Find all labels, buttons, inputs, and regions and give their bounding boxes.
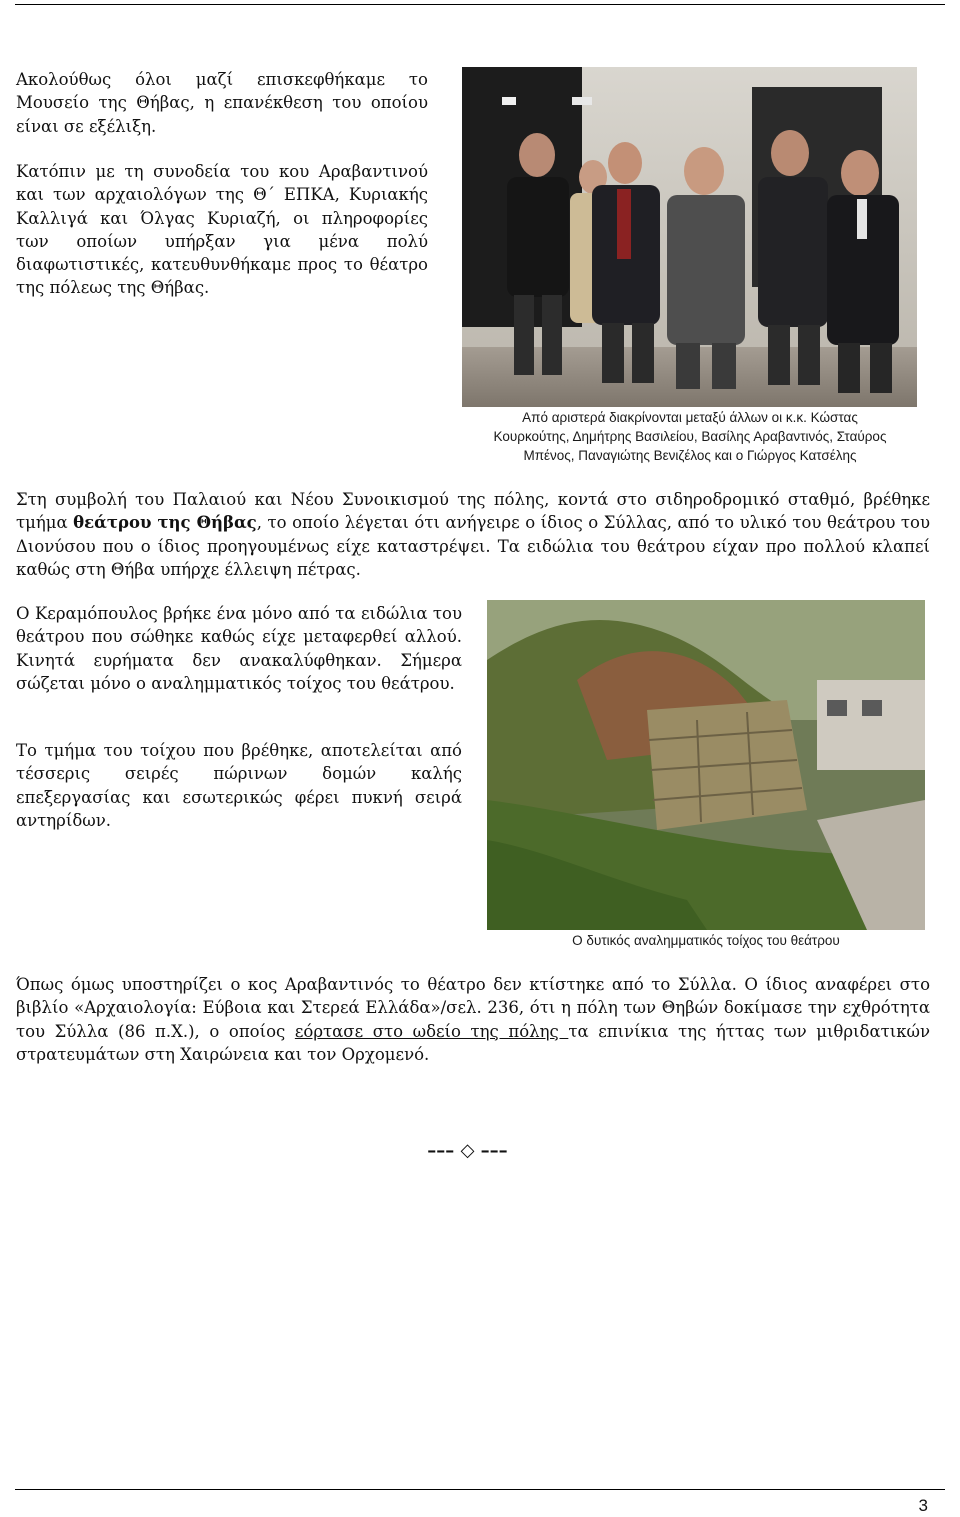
odeon-underlined-text: εόρτασε στο ωδείο της πόλης	[294, 1021, 569, 1041]
wall-photo-image	[487, 600, 925, 930]
theatre-name-bold: θεάτρου της Θήβας	[73, 513, 257, 533]
closing-paragraph-start: Όπως όμως υποστηρίζει ο κος Αραβαντινός το θέατρο δεν κτίστηκε από το Σύλλα. Ο ίδιος αναφέρει στο βιβλίο «Αρχαιολογία: Εύβοια και Στερεά Ελλάδα»/σελ. 236, ότι η πόλη των Θηβών δοκίμασε την εχθρότητα του Σύλλα (86 π.Χ.), ο οποίος	[16, 975, 930, 1041]
group-photo-caption	[440, 408, 940, 465]
closing-paragraph-end: τα επινίκια της ήττας των μιθριδατικών στρατευμάτων στη Χαιρώνεια και τον Ορχομενό.	[16, 1021, 930, 1064]
wall-photo	[487, 600, 925, 930]
wall-photo-caption: Ο δυτικός αναλημματικός τοίχος του θεάτρου	[572, 933, 840, 948]
caption-line-3: Μπένος, Παναγιώτης Βενιζέλος και ο Γιώργος Κατσέλης	[523, 448, 857, 463]
wall-paragraph: Το τμήμα του τοίχου που βρέθηκε, αποτελείται από τέσσερις σειρές πώρινων δομών καλής επεξεργασίας και εσωτερικώς φέρει πυκνή σειρά αντηρίδων.	[16, 741, 462, 830]
group-photo-image	[462, 67, 917, 407]
closing-paragraph	[16, 973, 930, 1066]
page-number: 3	[918, 1496, 928, 1515]
caption-line-1: Από αριστερά διακρίνονται μεταξύ άλλων οι κ.κ. Κώστας	[522, 410, 858, 425]
bottom-rule	[15, 1489, 945, 1490]
theatre-paragraph	[16, 488, 930, 581]
intro-paragraph: Ακολούθως όλοι μαζί επισκεφθήκαμε το Μουσείο της Θήβας, η επανέκθεση του οποίου είναι σε εξέλιξη.	[16, 70, 428, 136]
theatre-paragraph-start: Στη συμβολή του Παλαιού και Νέου Συνοικισμού της πόλης, κοντά στο σιδηροδρομικό σταθμό, βρέθηκε τμήμα	[16, 490, 930, 533]
section-separator: ––– ◇ –––	[427, 1140, 508, 1161]
caption-line-2: Κουρκούτης, Δημήτρης Βασιλείου, Βασίλης Αραβαντινός, Σταύρος	[493, 429, 887, 444]
second-paragraph: Κατόπιν με τη συνοδεία του κου Αραβαντινού και των αρχαιολόγων της Θ΄ ΕΠΚΑ, Κυριακής Καλλιγά και Όλγας Κυριαζή, οι πληροφορίες των οποίων υπήρξαν για μένα πολύ διαφωτιστικές, κατευθυνθήκαμε προς το θέατρο της πόλεως της Θήβας.	[16, 162, 428, 298]
top-rule	[15, 4, 945, 5]
group-photo	[462, 67, 917, 407]
theatre-paragraph-end: , το οποίο λέγεται ότι ανήγειρε ο ίδιος ο Σύλλας, από το υλικό του θεάτρου του Διονύσου που ο ίδιος προηγουμένως είχε καταστρέψει. Τα ειδώλια του θεάτρου είχαν προ πολλού κλαπεί καθώς στη Θήβα υπήρχε έλλειψη πέτρας.	[16, 513, 930, 579]
keramopoulos-paragraph: Ο Κεραμόπουλος βρήκε ένα μόνο από τα ειδώλια του θεάτρου που σώθηκε καθώς είχε μεταφερθεί αλλού. Κινητά ευρήματα δεν ανακαλύφθηκαν. Σήμερα σώζεται μόνο ο αναλημματικός τοίχος του θεάτρου.	[16, 604, 462, 693]
